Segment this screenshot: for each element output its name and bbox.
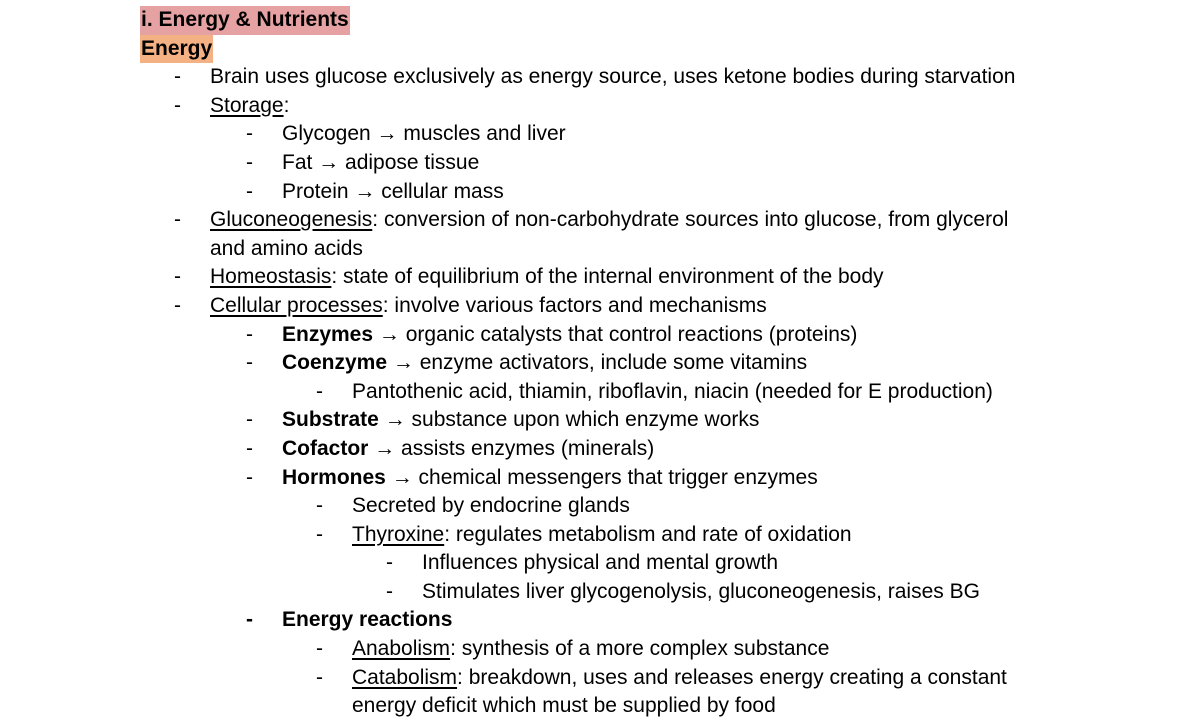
item-rest: : synthesis of a more complex substance bbox=[450, 637, 830, 661]
bullet: - bbox=[386, 579, 393, 603]
item-text: Brain uses glucose exclusively as energy source, uses ketone bodies during starvation bbox=[210, 65, 1016, 89]
item-rest: : regulates metabolism and rate of oxidation bbox=[444, 522, 852, 546]
item-rest: → enzyme activators, include some vitamins bbox=[387, 351, 808, 375]
item-text: Secreted by endocrine glands bbox=[352, 494, 630, 518]
list-item bbox=[0, 406, 1200, 435]
list-item-continuation bbox=[0, 235, 1200, 264]
bullet: - bbox=[246, 436, 253, 460]
item-rest: : state of equilibrium of the internal environment of the body bbox=[331, 265, 884, 289]
list-item-continuation bbox=[0, 692, 1200, 721]
bullet: - bbox=[246, 408, 253, 432]
list-item bbox=[0, 120, 1200, 149]
item-text bbox=[282, 321, 857, 350]
item-text bbox=[210, 92, 289, 121]
item-rest: : bbox=[283, 93, 290, 117]
bullet: - bbox=[386, 551, 393, 575]
list-item bbox=[0, 149, 1200, 178]
item-rest: : conversion of non-carbohydrate sources into glucose, from glycerol bbox=[372, 208, 1009, 232]
list-item bbox=[0, 492, 1200, 521]
bullet: - bbox=[246, 608, 253, 632]
document-body bbox=[0, 6, 1200, 721]
list-item bbox=[0, 349, 1200, 378]
bullet: - bbox=[246, 150, 253, 174]
bullet: - bbox=[246, 351, 253, 375]
item-text bbox=[210, 292, 767, 321]
item-text bbox=[282, 349, 807, 378]
bullet: - bbox=[246, 122, 253, 146]
term-enzymes: Enzymes bbox=[282, 322, 374, 346]
bullet: - bbox=[174, 93, 181, 117]
list-item bbox=[0, 292, 1200, 321]
list-item bbox=[0, 635, 1200, 664]
section-subtitle: Energy bbox=[140, 35, 213, 64]
list-item bbox=[0, 435, 1200, 464]
item-text bbox=[210, 263, 884, 292]
bullet: - bbox=[316, 665, 323, 689]
term-cellular-processes: Cellular processes bbox=[210, 293, 383, 317]
item-text bbox=[282, 406, 759, 435]
item-text bbox=[282, 464, 818, 493]
term-substrate: Substrate bbox=[282, 408, 379, 432]
list-item bbox=[0, 263, 1200, 292]
list-item bbox=[0, 92, 1200, 121]
term-anabolism: Anabolism bbox=[352, 637, 451, 661]
section-subtitle-row bbox=[0, 35, 1200, 64]
term-storage: Storage bbox=[210, 93, 284, 117]
item-text: energy deficit which must be supplied by food bbox=[352, 694, 776, 718]
list-item bbox=[0, 521, 1200, 550]
bullet: - bbox=[246, 465, 253, 489]
term-thyroxine: Thyroxine bbox=[352, 522, 445, 546]
item-rest: → assists enzymes (minerals) bbox=[368, 436, 655, 460]
term-homeostasis: Homeostasis bbox=[210, 265, 332, 289]
item-text: Influences physical and mental growth bbox=[422, 551, 779, 575]
list-item bbox=[0, 206, 1200, 235]
item-text: Fat → adipose tissue bbox=[282, 150, 480, 174]
term-catabolism: Catabolism bbox=[352, 665, 458, 689]
bullet: - bbox=[246, 179, 253, 203]
list-item bbox=[0, 549, 1200, 578]
bullet: - bbox=[316, 522, 323, 546]
list-item bbox=[0, 464, 1200, 493]
term-gluconeogenesis: Gluconeogenesis bbox=[210, 208, 373, 232]
item-text bbox=[282, 435, 654, 464]
item-text: and amino acids bbox=[210, 236, 363, 260]
item-rest: → chemical messengers that trigger enzymes bbox=[385, 465, 818, 489]
bullet: - bbox=[246, 322, 253, 346]
item-text bbox=[352, 521, 852, 550]
list-item bbox=[0, 63, 1200, 92]
term-coenzyme: Coenzyme bbox=[282, 351, 388, 375]
item-text: Stimulates liver glycogenolysis, gluconeogenesis, raises BG bbox=[422, 579, 980, 603]
item-text bbox=[352, 635, 829, 664]
item-text: Glycogen → muscles and liver bbox=[282, 122, 566, 146]
bullet: - bbox=[316, 379, 323, 403]
item-text: Pantothenic acid, thiamin, riboflavin, niacin (needed for E production) bbox=[352, 379, 993, 403]
item-text: Energy reactions bbox=[282, 608, 453, 632]
bullet: - bbox=[174, 208, 181, 232]
section-title-row bbox=[0, 6, 1200, 35]
list-item bbox=[0, 606, 1200, 635]
list-item bbox=[0, 578, 1200, 607]
item-rest: : breakdown, uses and releases energy creating a constant bbox=[457, 665, 1007, 689]
list-item bbox=[0, 178, 1200, 207]
list-item bbox=[0, 378, 1200, 407]
list-item bbox=[0, 664, 1200, 693]
item-rest: → substance upon which enzyme works bbox=[378, 408, 760, 432]
item-text: Protein → cellular mass bbox=[282, 179, 504, 203]
item-text bbox=[210, 206, 1008, 235]
term-cofactor: Cofactor bbox=[282, 436, 369, 460]
bullet: - bbox=[174, 265, 181, 289]
bullet: - bbox=[174, 293, 181, 317]
item-text bbox=[352, 664, 1007, 693]
item-rest: → organic catalysts that control reactions (proteins) bbox=[373, 322, 858, 346]
term-hormones: Hormones bbox=[282, 465, 386, 489]
section-title: i. Energy & Nutrients bbox=[140, 6, 350, 35]
bullet: - bbox=[316, 494, 323, 518]
item-rest: : involve various factors and mechanisms bbox=[382, 293, 767, 317]
list-item bbox=[0, 321, 1200, 350]
bullet: - bbox=[174, 65, 181, 89]
bullet: - bbox=[316, 637, 323, 661]
